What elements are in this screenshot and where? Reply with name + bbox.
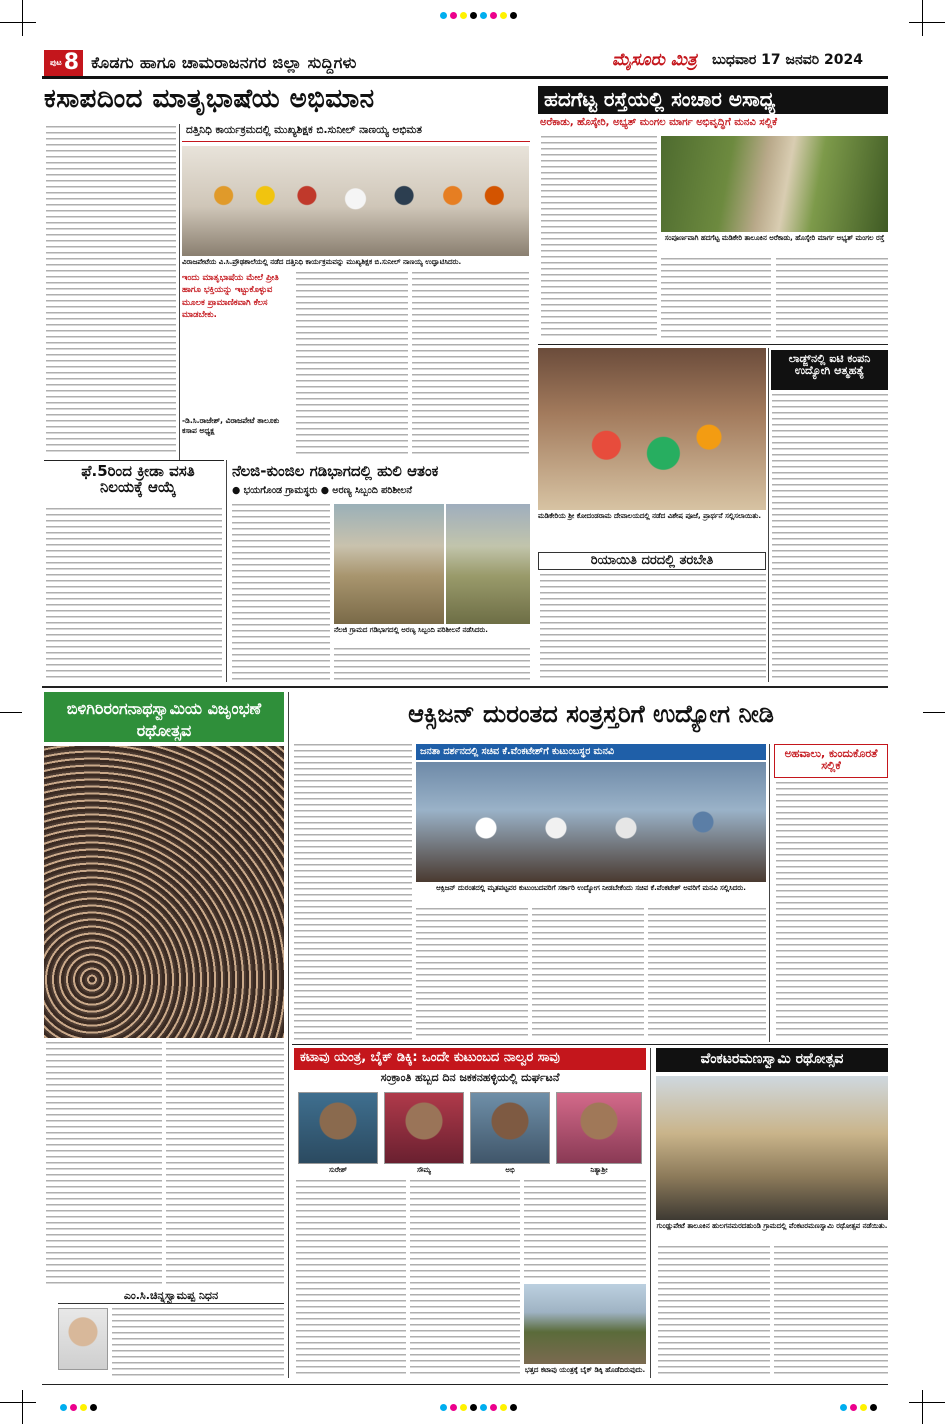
story-body-oxygen-3: [532, 908, 644, 1040]
story-body-tiger: [232, 504, 330, 682]
victim-photo-3: [470, 1092, 550, 1164]
photo-harvester-accident: [524, 1284, 646, 1364]
story-body-road-3: [776, 258, 888, 342]
story-body-biligiri-2: [166, 1042, 284, 1284]
story-body-biligiri: [46, 1042, 162, 1284]
crop-mark: [923, 712, 945, 713]
photo-tiger-forest-staff: [334, 504, 444, 624]
photo-tiger-site: [446, 504, 530, 624]
story-subhead-kasapa: ದತ್ತಿನಿಧಿ ಕಾರ್ಯಕ್ರಮದಲ್ಲಿ ಮುಖ್ಯಶಿಕ್ಷಕ ಬಿ.ಸುನೀಲ್ ನಾಣಯ್ಯ ಅಭಿಮತ: [182, 124, 530, 142]
pull-quote-kasapa: [182, 272, 292, 458]
column-divider: [288, 692, 289, 1378]
story-body-obituary: [112, 1308, 284, 1376]
story-headline-grievances: ಅಹವಾಲು, ಕುಂದುಕೊರತೆ ಸಲ್ಲಿಕೆ: [774, 744, 888, 778]
registration-dots: [440, 1404, 517, 1411]
crop-mark: [0, 22, 36, 23]
photo-caption-tiger: ನೆಲಜಿ ಗ್ರಾಮದ ಗಡಿಭಾಗದಲ್ಲಿ ಅರಣ್ಯ ಸಿಬ್ಬಂದಿ ಪರಿಶೀಲನೆ ನಡೆಸಿದರು.: [334, 626, 488, 634]
photo-caption-road: ಸಂಪೂರ್ಣವಾಗಿ ಹದಗೆಟ್ಟ ಮಡಿಕೇರಿ ತಾಲೂಕಿನ ಅರೆಕಾಡು, ಹೊಸ್ಕೇರಿ ಮಾರ್ಗ ಅಭ್ಯತ್ ಮಂಗಲ ರಸ್ತೆ: [664, 234, 885, 242]
story-headline-road: ಹದಗೆಟ್ಟ ರಸ್ತೆಯಲ್ಲಿ ಸಂಚಾರ ಅಸಾಧ್ಯ: [538, 86, 888, 114]
registration-dots: [60, 1404, 97, 1411]
crop-mark: [22, 1390, 23, 1424]
page-header-left: [44, 50, 357, 76]
photo-caption-venkataramana: ಗುಂಡ್ಲುಪೇಟೆ ತಾಲೂಕಿನ ಹುಲಗನಮರದಹುಂಡಿ ಗ್ರಾಮದಲ್ಲಿ ವೆಂಕಟರಮಣಸ್ವಾಮಿ ರಥೋತ್ಸವ ನಡೆಯಿತು.: [656, 1222, 888, 1230]
story-subhead-road: ಅರೆಕಾಡು, ಹೊಸ್ಕೇರಿ, ಅಭ್ಯತ್ ಮಂಗಲ ಮಾರ್ಗ ಅಭಿವೃದ್ಧಿಗೆ ಮನವಿ ಸಲ್ಲಿಕೆ: [540, 117, 778, 128]
pull-quote-author: -ಡಿ.ಸಿ.ರಾಜೇಶ್, ವಿರಾಜಪೇಟೆ ತಾಲೂಕು ಕಸಾಪ ಅಧ್ಯಕ್ಷ: [182, 416, 280, 436]
crop-mark: [22, 0, 23, 36]
crop-mark: [0, 712, 22, 713]
photo-temple-kolam: [538, 348, 766, 510]
story-subhead-accident: ಸಂಕ್ರಾಂತಿ ಹಬ್ಬದ ದಿನ ಜಕಕನಹಳ್ಳಿಯಲ್ಲಿ ದುರ್ಘಟನೆ: [380, 1071, 560, 1084]
photo-venkataramana-ratha: [656, 1076, 888, 1220]
issue-date: ಬುಧವಾರ 17 ಜನವರಿ 2024: [712, 52, 863, 68]
story-body-lodge: [772, 394, 888, 680]
header-rule: [42, 76, 888, 79]
photo-caption-accident: ಭತ್ತದ ಕಟಾವು ಯಂತ್ರಕ್ಕೆ ಬೈಕ್ ಡಿಕ್ಕಿ ಹೊಡೆದಿರುವುದು.: [524, 1366, 646, 1374]
photo-biligiri-ratha-crowd: [44, 746, 284, 1038]
section-title: ಕೊಡಗು ಹಾಗೂ ಚಾಮರಾಜನಗರ ಜಿಲ್ಲಾ ಸುದ್ದಿಗಳು: [91, 53, 357, 72]
story-body-oxygen-4: [648, 908, 766, 1040]
crop-mark: [922, 1390, 923, 1424]
crop-mark: [0, 1402, 36, 1403]
masthead-logo: ಮೈಸೂರು ಮಿತ್ರ: [612, 50, 697, 70]
story-body-grievances: [776, 782, 888, 1040]
footer-rule: [42, 1384, 888, 1385]
story-body-venkataramana: [658, 1246, 770, 1376]
story-body-training: [540, 574, 766, 682]
story-headline-kasapa: ಕಸಾಪದಿಂದ ಮಾತೃಭಾಷೆಯ ಅಭಿಮಾನ: [44, 84, 375, 114]
story-body-oxygen-2: [416, 908, 528, 1040]
victim-name-1: ಸುರೇಶ್: [328, 1166, 348, 1174]
column-divider: [179, 124, 180, 460]
victim-name-2: ಸೌಮ್ಯ: [417, 1166, 431, 1174]
story-body-accident: [296, 1180, 406, 1376]
story-headline-sports-hostel: ಫೆ.5ರಿಂದ ಕ್ರೀಡಾ ವಸತಿ ನಿಲಯಕ್ಕೆ ಆಯ್ಕೆ: [81, 462, 195, 496]
victim-name-3: ಅಭಿ: [505, 1166, 515, 1174]
obituary-portrait: [58, 1308, 108, 1370]
section-rule: [538, 344, 888, 345]
section-rule: [44, 460, 224, 461]
story-subhead-tiger: ● ಭಯಗೊಂಡ ಗ್ರಾಮಸ್ಥರು ● ಅರಣ್ಯ ಸಿಬ್ಬಂದಿ ಪರಿಶೀಲನೆ: [232, 485, 413, 496]
crop-mark: [909, 22, 945, 23]
section-rule: [292, 1044, 888, 1045]
victim-photo-4: [556, 1092, 642, 1164]
crop-mark: [922, 0, 923, 36]
story-body-kasapa-2: [296, 272, 408, 458]
column-divider: [769, 744, 770, 1042]
story-headline-obituary: ಎಂ.ಸಿ.ಚಿನ್ನಸ್ವಾಮಪ್ಪ ನಿಧನ: [58, 1290, 284, 1304]
story-headline-training: ರಿಯಾಯಿತಿ ದರದಲ್ಲಿ ತರಬೇತಿ: [538, 552, 766, 570]
story-headline-oxygen: ಆಕ್ಸಿಜನ್ ದುರಂತದ ಸಂತ್ರಸ್ತರಿಗೆ ಉದ್ಯೋಗ ನೀಡಿ: [408, 700, 774, 728]
crop-mark: [909, 1402, 945, 1403]
victim-photo-2: [384, 1092, 464, 1164]
page-number-box: [44, 50, 83, 76]
photo-kasapa-event: [182, 146, 529, 256]
page-number: 8: [63, 50, 80, 75]
story-body-kasapa: [46, 126, 176, 456]
registration-dots: [440, 12, 517, 19]
story-body-accident-2: [410, 1180, 520, 1376]
story-body-road: [541, 136, 657, 340]
story-body-oxygen: [294, 744, 412, 1040]
registration-dots: [840, 1404, 877, 1411]
story-body-sports-hostel: [46, 508, 222, 680]
victim-name-4: ನಿತ್ಯಾಶ್ರೀ: [590, 1166, 608, 1174]
victim-photo-1: [298, 1092, 378, 1164]
photo-caption-kasapa: ವಿರಾಜಪೇಟೆಯ ವಿ.ಸಿ.ಪ್ರೌಢಶಾಲೆಯಲ್ಲಿ ನಡೆದ ದತ್ತಿನಿಧಿ ಕಾರ್ಯಕ್ರಮವನ್ನು ಮುಖ್ಯಶಿಕ್ಷಕ ಬಿ.ಸುನೀಲ್ ನಾಣಯ್ಯ ಉದ್ಘಾಟಿಸಿದರು.: [182, 258, 462, 266]
story-body-venkataramana-2: [774, 1246, 888, 1376]
photo-janata-darshan: [416, 762, 766, 882]
story-body-road-2: [661, 258, 771, 342]
photo-caption-oxygen: ಆಕ್ಸಿಜನ್ ದುರಂತದಲ್ಲಿ ಮೃತಪಟ್ಟವರ ಕುಟುಂಬದವರಿಗೆ ಸರ್ಕಾರಿ ಉದ್ಯೋಗ ನೀಡಬೇಕೆಂದು ಸಚಿವ ಕೆ.ವೆಂಕಟೇಶ್ ಅವರಿಗೆ ಮನವಿ ಸಲ್ಲಿಸಿದರು.: [436, 884, 746, 892]
story-body-kasapa-3: [412, 272, 529, 458]
story-body-accident-3: [524, 1180, 646, 1280]
section-rule: [42, 686, 888, 688]
page-label: ಪುಟ: [50, 58, 62, 67]
photo-caption-temple: ಮಡಿಕೇರಿಯ ಶ್ರೀ ಕೋದಂಡರಾಮ ದೇವಾಲಯದಲ್ಲಿ ನಡೆದ ವಿಶೇಷ ಪೂಜೆ, ಪ್ರಾರ್ಥನೆ ಸಲ್ಲಿಸಲಾಯಿತು.: [538, 512, 761, 520]
column-divider: [226, 460, 227, 682]
story-body-tiger-2: [334, 648, 530, 682]
story-headline-tiger: ನೆಲಜಿ-ಕುಂಜಿಲ ಗಡಿಭಾಗದಲ್ಲಿ ಹುಲಿ ಆತಂಕ: [232, 462, 439, 480]
story-subhead-oxygen: ಜನತಾ ದರ್ಶನದಲ್ಲಿ ಸಚಿವ ಕೆ.ವೆಂಕಟೇಶ್‌ಗೆ ಕುಟುಂಬಸ್ಥರ ಮನವಿ: [416, 744, 766, 760]
column-divider: [650, 1048, 651, 1378]
photo-damaged-road: [661, 136, 888, 232]
story-headline-lodge: ಲಾಡ್ಜ್‌ನಲ್ಲಿ ಐಟಿ ಕಂಪನಿ ಉದ್ಯೋಗಿ ಆತ್ಮಹತ್ಯೆ: [771, 350, 888, 390]
story-headline-biligiri: ಬಿಳಿಗಿರಿರಂಗನಾಥಸ್ವಾಮಿಯ ವಿಜೃಂಭಣೆ ರಥೋತ್ಸವ: [44, 692, 284, 742]
story-headline-accident: ಕಟಾವು ಯಂತ್ರ, ಬೈಕ್ ಡಿಕ್ಕಿ: ಒಂದೇ ಕುಟುಂಬದ ನಾಲ್ವರ ಸಾವು: [294, 1048, 646, 1070]
story-headline-venkataramana: ವೆಂಕಟರಮಣಸ್ವಾಮಿ ರಥೋತ್ಸವ: [656, 1048, 888, 1072]
column-divider: [768, 348, 769, 682]
pull-quote-text: ಇಂದು ಮಾತೃಭಾಷೆಯ ಮೇಲೆ ಪ್ರೀತಿ ಹಾಗೂ ಭಕ್ತಿಯನ್ನು ಇಟ್ಟುಕೊಳ್ಳುವ ಮೂಲಕ ಪ್ರಾಮಾಣಿಕವಾಗಿ ಕೆಲಸ ಮಾಡಬೇಕು.: [182, 273, 279, 320]
